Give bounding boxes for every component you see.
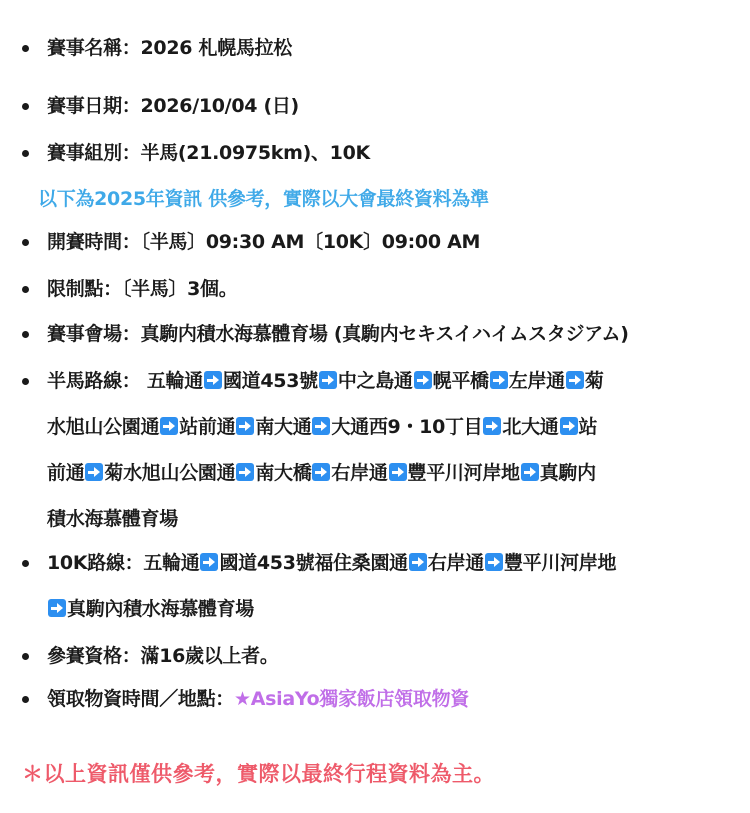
- right-arrow-icon: [485, 553, 503, 571]
- right-arrow-icon: [319, 371, 337, 389]
- label: 賽事日期：: [47, 95, 141, 117]
- label: 開賽時間：: [47, 231, 141, 253]
- right-arrow-icon: [85, 463, 103, 481]
- route-stop: 國道453號福住桑園通: [219, 552, 408, 574]
- right-arrow-icon: [200, 553, 218, 571]
- label: 賽事組別：: [47, 142, 141, 164]
- bullet: [22, 696, 29, 703]
- route-stop: 左岸通: [508, 370, 565, 392]
- right-arrow-icon: [414, 371, 432, 389]
- route-stop: 國道453號: [222, 370, 318, 392]
- bullet: [22, 560, 29, 567]
- right-arrow-icon: [389, 463, 407, 481]
- value: 真駒内積水海慕體育場 (真駒内セキスイハイムスタジアム): [140, 323, 629, 345]
- route-stop: 幌平橋: [432, 370, 489, 392]
- route-stop: 站前通: [179, 416, 236, 438]
- bullet: [22, 45, 29, 52]
- bullet: [22, 150, 29, 157]
- value: 2026/10/04 (日): [140, 95, 299, 117]
- right-arrow-icon: [490, 371, 508, 389]
- route-stop: 五輪通: [146, 370, 203, 392]
- route-stop: 水旭山公園通: [47, 416, 160, 438]
- route-stop: 大通西9・10丁目: [331, 416, 483, 438]
- footer-disclaimer: ＊以上資訊僅供參考，實際以最終行程資料為主。: [22, 762, 495, 786]
- right-arrow-icon: [312, 417, 330, 435]
- route-stop: 北大通: [502, 416, 559, 438]
- bullet: [22, 331, 29, 338]
- value: 2026 札幌馬拉松: [140, 37, 293, 59]
- route-stop: 前通: [47, 462, 85, 484]
- route-stop: 菊水旭山公園通: [104, 462, 236, 484]
- bullet: [22, 286, 29, 293]
- route-stop: 南大通: [255, 416, 312, 438]
- route-stop: 豐平川河岸地: [407, 462, 520, 484]
- right-arrow-icon: [236, 417, 254, 435]
- value: 滿16歲以上者。: [140, 645, 279, 667]
- right-arrow-icon: [521, 463, 539, 481]
- bullet: [22, 103, 29, 110]
- label: 限制點：: [47, 278, 122, 300]
- route-stop: 右岸通: [427, 552, 484, 574]
- value: 〔半馬〕3個。: [121, 278, 238, 300]
- label: 領取物資時間／地點：: [47, 688, 235, 710]
- route-stop: 菊: [584, 370, 604, 392]
- notice-text: 以下為2025年資訊 供參考，實際以大會最終資料為準: [38, 188, 489, 210]
- right-arrow-icon: [560, 417, 578, 435]
- right-arrow-icon: [409, 553, 427, 571]
- label: 10K路線：: [47, 552, 144, 574]
- pickup-link[interactable]: ★AsiaYo獨家飯店領取物資: [234, 688, 469, 710]
- route-stop: 南大橋: [255, 462, 312, 484]
- right-arrow-icon: [312, 463, 330, 481]
- right-arrow-icon: [48, 599, 66, 617]
- route-stop: 右岸通: [331, 462, 388, 484]
- value: 半馬(21.0975km)、10K: [140, 142, 370, 164]
- label: 賽事會場：: [47, 323, 141, 345]
- route-stop: 真駒内: [539, 462, 596, 484]
- route-stop: 五輪通: [143, 552, 200, 574]
- label: 半馬路線：: [47, 370, 141, 392]
- route-stop: 站: [578, 416, 598, 438]
- right-arrow-icon: [566, 371, 584, 389]
- bullet: [22, 239, 29, 246]
- route-stop: 中之島通: [337, 370, 413, 392]
- right-arrow-icon: [483, 417, 501, 435]
- label: 參賽資格：: [47, 645, 141, 667]
- route-stop: 真駒內積水海慕體育場: [67, 598, 255, 620]
- bullet: [22, 653, 29, 660]
- route-stop: 積水海慕體育場: [47, 508, 178, 530]
- right-arrow-icon: [160, 417, 178, 435]
- right-arrow-icon: [236, 463, 254, 481]
- label: 賽事名稱：: [47, 37, 141, 59]
- right-arrow-icon: [204, 371, 222, 389]
- value: 〔半馬〕09:30 AM〔10K〕09:00 AM: [140, 231, 481, 253]
- route-stop: 豐平川河岸地: [503, 552, 617, 574]
- bullet: [22, 378, 29, 385]
